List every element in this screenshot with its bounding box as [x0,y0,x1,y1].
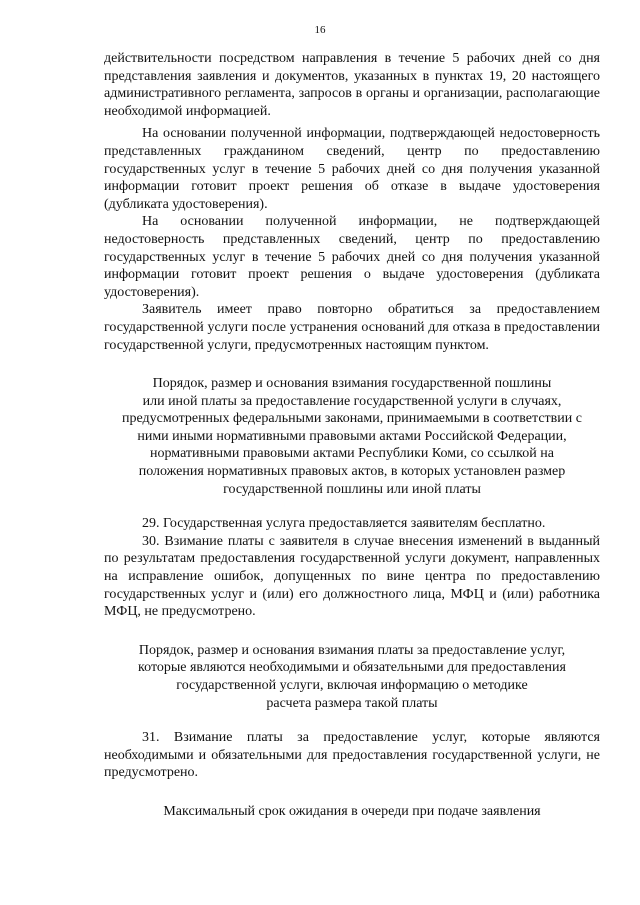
heading-line: ними иными нормативными правовыми актами Российской Федерации, [137,428,567,444]
heading-line: которые являются необходимыми и обязательными для предоставления [138,660,566,676]
heading-line: Максимальный срок ожидания в очереди при подаче заявления [163,803,541,819]
section-heading-required-services-fee [104,642,600,712]
heading-line: государственной услуги, включая информацию о методике [176,678,528,693]
heading-line: предусмотренных федеральными законами, принимаемыми в соответствии с [122,411,582,427]
paragraph-reapply-right: Заявитель имеет право повторно обратиться за предоставлением государственной услуги после устранения оснований для отказа в предоставлении государственной услуги, предусмотренных настоящим пунктом. [104,302,600,353]
heading-line: Порядок, размер и основания взимания государственной пошлины [152,376,552,392]
section-heading-state-fee [104,375,600,498]
heading-line: положения нормативных правовых актов, в которых установлен размер [138,464,566,480]
paragraph-issue-decision: На основании полученной информации, не подтверждающей недостоверность представленных сведений, центр по предоставлению государственных услуг в течение 5 рабочих дней со дня получения указанной информации готовит проект решения о выдаче удостоверения (дубликата удостоверения). [104,214,600,300]
heading-line: государственной пошлины или иной платы [223,481,481,497]
page-content [104,50,600,821]
paragraph-item-29: 29. Государственная услуга предоставляется заявителям бесплатно. [142,516,546,532]
paragraph-refusal-decision: На основании полученной информации, подтверждающей недостоверность представленных гражданином сведений, центр по предоставлению государственных услуг в течение 5 рабочих дней со дня получения указанной информации готовит проект решения об отказе в выдаче удостоверения (дубликата удостоверения). [104,126,600,212]
paragraph-item-30: 30. Взимание платы с заявителя в случае внесения изменений в выданный по результатам предоставления государственной услуги документ, направленных на исправление ошибок, допущенных по вине центра по предоставлению государственных услуг и (или) его должностного лица, МФЦ и (или) работника МФЦ, не предусмотрено. [104,533,600,620]
section-heading-queue-time [104,803,600,821]
heading-line: нормативными правовыми актами Республики Коми, со ссылкой на [150,446,554,462]
page-number: 16 [314,24,326,36]
heading-line: или иной платы за предоставление государственной услуги в случаях, [142,393,562,409]
paragraph-item-31: 31. Взимание платы за предоставление услуг, которые являются необходимыми и обязательными для предоставления государственной услуги, не предусмотрено. [104,730,600,781]
heading-line: Порядок, размер и основания взимания платы за предоставление услуг, [138,642,566,658]
heading-line: расчета размера такой платы [266,695,438,711]
paragraph-verification-continued: действительности посредством направления в течение 5 рабочих дней со дня представления заявления и документов, указанных в пунктах 19, 20 настоящего административного регламента, запросов в органы и организации, располагающие необходимой информацией. [104,51,600,119]
